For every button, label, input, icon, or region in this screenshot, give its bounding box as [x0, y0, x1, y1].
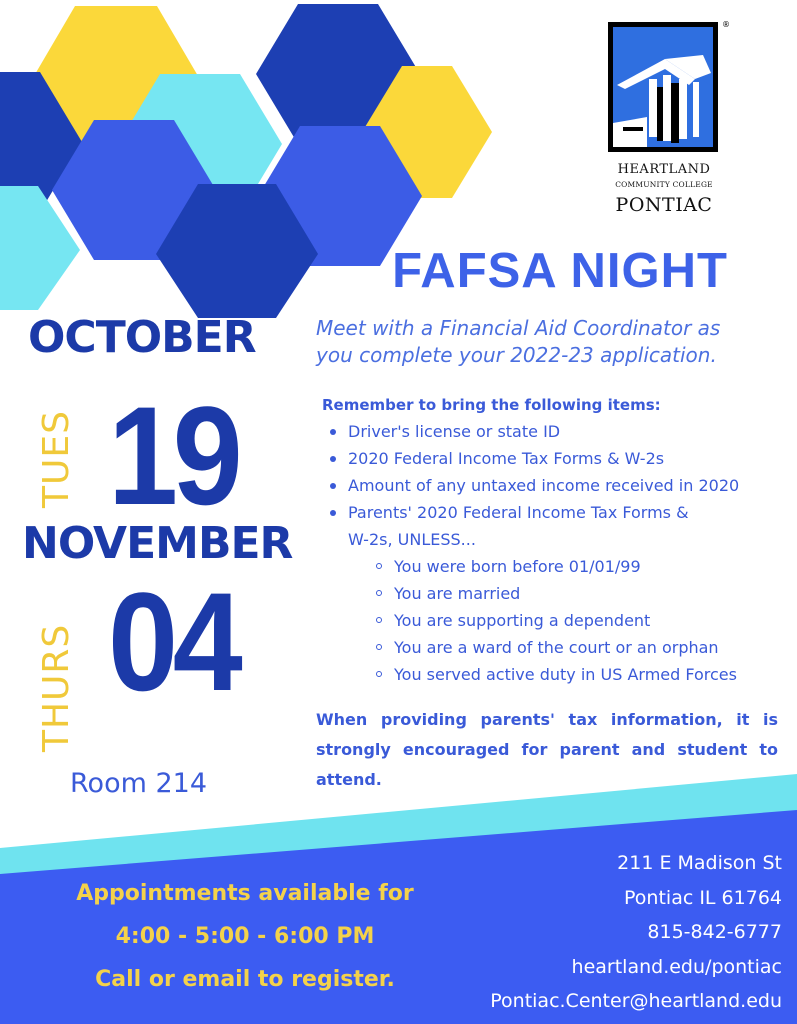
- list-item: Driver's license or state ID: [328, 418, 788, 445]
- bullet-icon: [330, 483, 336, 489]
- circle-bullet-icon: [376, 671, 382, 677]
- registered-mark: ®: [722, 20, 730, 29]
- date-weekday-thurs: THURS: [36, 623, 77, 752]
- parent-note: When providing parents' tax information, it is strongly encouraged for parent and student to attend.: [316, 710, 778, 789]
- exception-list: [348, 553, 788, 688]
- appointments-times: 4:00 - 5:00 - 6:00 PM: [115, 924, 375, 949]
- list-item: 2020 Federal Income Tax Forms & W-2s: [328, 445, 788, 472]
- date-day-19: 19: [108, 377, 238, 534]
- email-link[interactable]: Pontiac.Center@heartland.edu: [490, 990, 782, 1012]
- event-subtitle: [316, 315, 786, 369]
- list-item: You are supporting a dependent: [374, 607, 788, 634]
- logo-campus: PONTIAC: [615, 194, 713, 216]
- list-item: Amount of any untaxed income received in 2020: [328, 472, 788, 499]
- date-weekday-tues: TUES: [36, 410, 77, 508]
- circle-bullet-icon: [376, 590, 382, 596]
- contact-info: [422, 846, 782, 1019]
- checklist-heading: Remember to bring the following items:: [322, 396, 661, 414]
- room-number: Room 214: [70, 768, 208, 799]
- bullet-icon: [330, 429, 336, 435]
- list-item: You served active duty in US Armed Forces: [374, 661, 788, 688]
- appointments-info: [30, 872, 460, 1001]
- checklist: [328, 418, 788, 688]
- event-title: FAFSA NIGHT: [392, 244, 728, 298]
- subtitle-line: you complete your 2022-23 application.: [316, 343, 717, 367]
- website-link[interactable]: heartland.edu/pontiac: [571, 955, 782, 978]
- circle-bullet-icon: [376, 617, 382, 623]
- college-logo: [608, 20, 730, 217]
- subtitle-line: Meet with a Financial Aid Coordinator as: [316, 316, 721, 340]
- appointments-line: Appointments available for: [76, 881, 414, 906]
- address-street: 211 E Madison St: [617, 852, 782, 874]
- phone-number[interactable]: 815-842-6777: [647, 921, 782, 943]
- date-day-04: 04: [108, 563, 238, 720]
- logo-name: HEARTLAND: [617, 162, 711, 177]
- building-icon: [613, 27, 713, 147]
- date-month-october: OCTOBER: [28, 312, 256, 363]
- address-city: Pontiac IL 61764: [624, 886, 782, 909]
- bullet-icon: [330, 510, 336, 516]
- date-month-november: NOVEMBER: [22, 518, 293, 569]
- bullet-icon: [330, 456, 336, 462]
- list-item: You were born before 01/01/99: [374, 553, 788, 580]
- logo-emblem: [608, 22, 718, 152]
- list-item: Parents' 2020 Federal Income Tax Forms & W-2s, UNLESS... You were born before 01/01/99 You are married You are supporting a dependent You are a ward of the court or an orphan You served active duty in US Armed Forces: [328, 499, 788, 688]
- circle-bullet-icon: [376, 644, 382, 650]
- circle-bullet-icon: [376, 563, 382, 569]
- list-item: You are a ward of the court or an orphan: [374, 634, 788, 661]
- logo-subname: COMMUNITY COLLEGE: [615, 180, 713, 189]
- appointments-line: Call or email to register.: [95, 967, 395, 992]
- list-item: You are married: [374, 580, 788, 607]
